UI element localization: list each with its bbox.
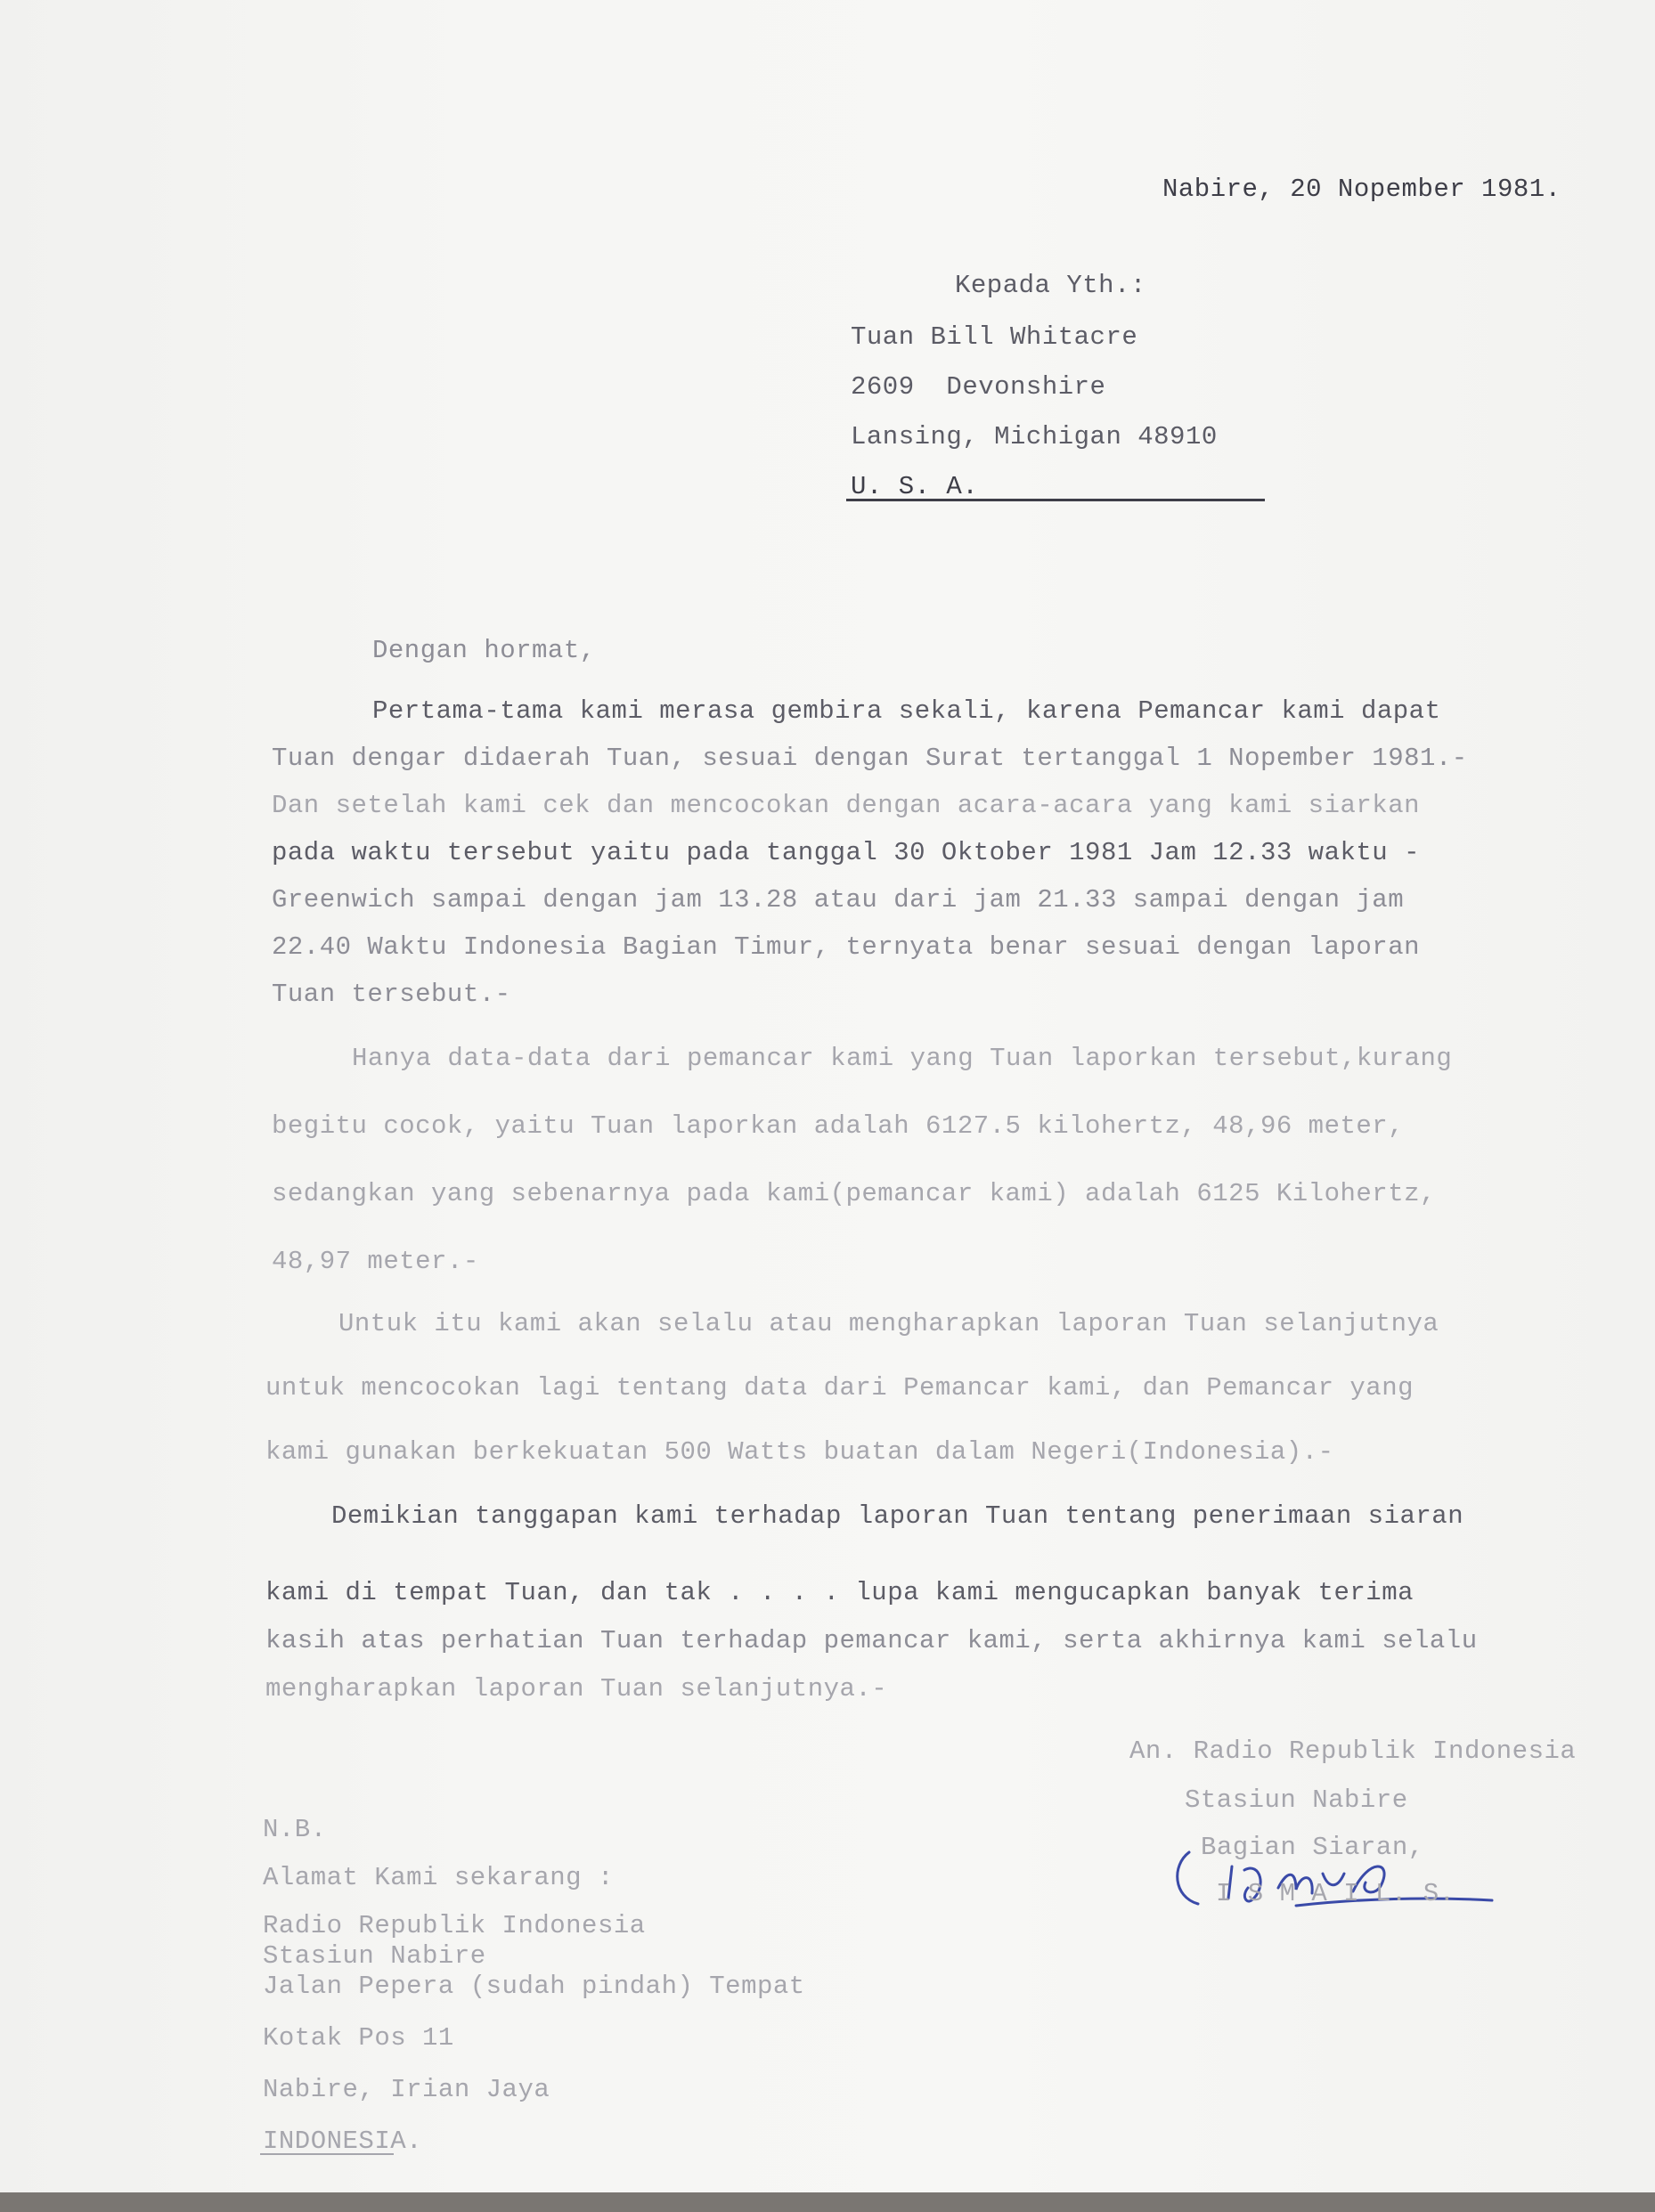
body-line: Pertama-tama kami merasa gembira sekali, karena Pemancar kami dapat [372,696,1441,726]
nb-address-line: Jalan Pepera (sudah pindah) Tempat [263,1972,805,2001]
body-line: mengharapkan laporan Tuan selanjutnya.- [265,1674,888,1704]
recipient-name: Tuan Bill Whitacre [851,322,1138,352]
body-line: kasih atas perhatian Tuan terhadap pemancar kami, serta akhirnya kami selalu [265,1626,1478,1655]
nb-country-underline [260,2153,394,2155]
nb-address-line: Kotak Pos 11 [263,2023,454,2053]
nb-address-line: Stasiun Nabire [263,1941,486,1971]
country-underline [846,499,1265,501]
nb-address-line: INDONESIA. [263,2127,423,2156]
nb-address-line: Nabire, Irian Jaya [263,2075,550,2104]
recipient-salutation: Kepada Yth.: [955,271,1146,300]
body-line: Demikian tanggapan kami terhadap laporan Tuan tentang penerimaan siaran [331,1501,1464,1531]
body-line: Untuk itu kami akan selalu atau mengharapkan laporan Tuan selanjutnya [338,1309,1439,1338]
body-line: kami gunakan berkekuatan 500 Watts buatan dalam Negeri(Indonesia).- [265,1437,1334,1467]
sender-line-2: Stasiun Nabire [1185,1785,1408,1815]
nb-address-line: Radio Republik Indonesia [263,1911,646,1940]
body-line: Greenwich sampai dengan jam 13.28 atau dari jam 21.33 sampai dengan jam [272,885,1405,915]
body-line: 48,97 meter.- [272,1247,479,1276]
body-line: 22.40 Waktu Indonesia Bagian Timur, ternyata benar sesuai dengan laporan [272,932,1421,962]
recipient-city: Lansing, Michigan 48910 [851,422,1218,451]
body-line: Dan setelah kami cek dan mencocokan dengan acara-acara yang kami siarkan [272,791,1421,820]
body-line: Tuan tersebut.- [272,980,511,1009]
sender-line-3: Bagian Siaran, [1201,1833,1424,1862]
scan-edge [0,2192,1655,2212]
date-line: Nabire, 20 Nopember 1981. [1162,175,1561,204]
nb-heading: Alamat Kami sekarang : [263,1863,614,1892]
nb-label: N.B. [263,1815,327,1844]
body-line: begitu cocok, yaitu Tuan laporkan adalah 6127.5 kilohertz, 48,96 meter, [272,1111,1405,1141]
recipient-street: 2609 Devonshire [851,372,1106,402]
greeting: Dengan hormat, [372,636,596,665]
body-line: untuk mencocokan lagi tentang data dari Pemancar kami, dan Pemancar yang [265,1373,1414,1403]
body-line: sedangkan yang sebenarnya pada kami(pemancar kami) adalah 6125 Kilohertz, [272,1179,1436,1208]
body-line: kami di tempat Tuan, dan tak . . . . lupa kami mengucapkan banyak terima [265,1578,1414,1607]
recipient-country: U. S. A. [851,472,979,501]
body-line: Hanya data-data dari pemancar kami yang Tuan laporkan tersebut,kurang [352,1044,1453,1073]
sender-name: I S M A I L. S. [1216,1879,1455,1908]
sender-line-1: An. Radio Republik Indonesia [1129,1736,1577,1766]
body-line: pada waktu tersebut yaitu pada tanggal 30 Oktober 1981 Jam 12.33 waktu - [272,838,1421,867]
body-line: Tuan dengar didaerah Tuan, sesuai dengan Surat tertanggal 1 Nopember 1981.- [272,744,1468,773]
